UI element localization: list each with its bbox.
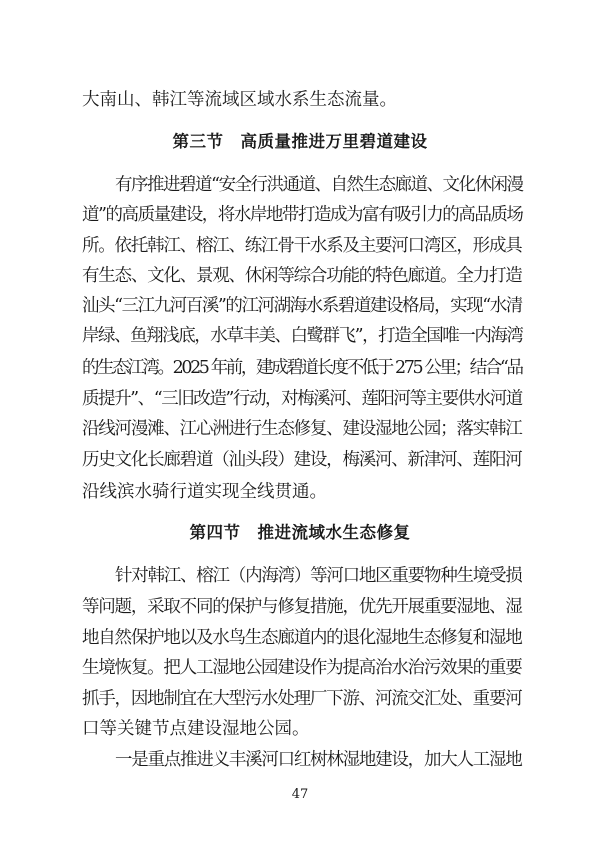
body-text-line: 有序推进碧道“安全行洪通道、自然生态廊道、文化休闲漫 [115, 175, 523, 195]
body-text-line: 质提升”、“三旧改造”行动，对梅溪河、莲阳河等主要供水河道 [82, 389, 522, 409]
body-text-line: 汕头“三江九河百溪”的江河湖海水系碧道建设格局，实现“水清 [82, 296, 522, 316]
body-text-line: 沿线河漫滩、江心洲进行生态修复、建设湿地公园；落实韩江 [82, 419, 522, 439]
body-text-line: 口等关键节点建设湿地公园。 [82, 719, 310, 739]
body-text-line: 大南山、韩江等流域区域水系生态流量。 [82, 90, 397, 110]
section-heading-4: 第四节 推进流域水生态修复 [189, 523, 411, 542]
body-text-line: 抓手，因地制宜在大型污水处理厂下游、河流交汇处、重要河 [82, 689, 522, 709]
body-text-line: 地自然保护地以及水鸟生态廊道内的退化湿地生态修复和湿地 [82, 628, 522, 648]
body-text-line: 生境恢复。把人工湿地公园建设作为提高治水治污效果的重要 [82, 658, 522, 678]
body-text-line: 等问题，采取不同的保护与修复措施，优先开展重要湿地、湿 [82, 597, 522, 617]
section-heading-3: 第三节 高质量推进万里碧道建设 [172, 132, 428, 151]
body-text-line: 所。依托韩江、榕江、练江骨干水系及主要河口湾区，形成具 [82, 236, 522, 256]
body-text-line: 岸绿、鱼翔浅底，水草丰美、白鹭群飞”，打造全国唯一内海湾 [82, 326, 523, 346]
body-text-line: 历史文化长廊碧道（汕头段）建设，梅溪河、新津河、莲阳河 [82, 450, 522, 470]
body-text-line: 有生态、文化、景观、休闲等综合功能的特色廊道。全力打造 [82, 266, 522, 286]
page-number: 47 [291, 787, 309, 802]
body-text-line: 道”的高质量建设，将水岸地带打造成为富有吸引力的高品质场 [82, 205, 523, 225]
body-text-line: 一是重点推进义丰溪河口红树林湿地建设，加大人工湿地 [115, 750, 522, 770]
body-text-line: 的生态江湾。2025 年前，建成碧道长度不低于 275 公里；结合“品 [82, 358, 522, 378]
body-text-line: 针对韩江、榕江（内海湾）等河口地区重要物种生境受损 [115, 566, 522, 586]
body-text-line: 沿线滨水骑行道实现全线贯通。 [82, 482, 327, 502]
